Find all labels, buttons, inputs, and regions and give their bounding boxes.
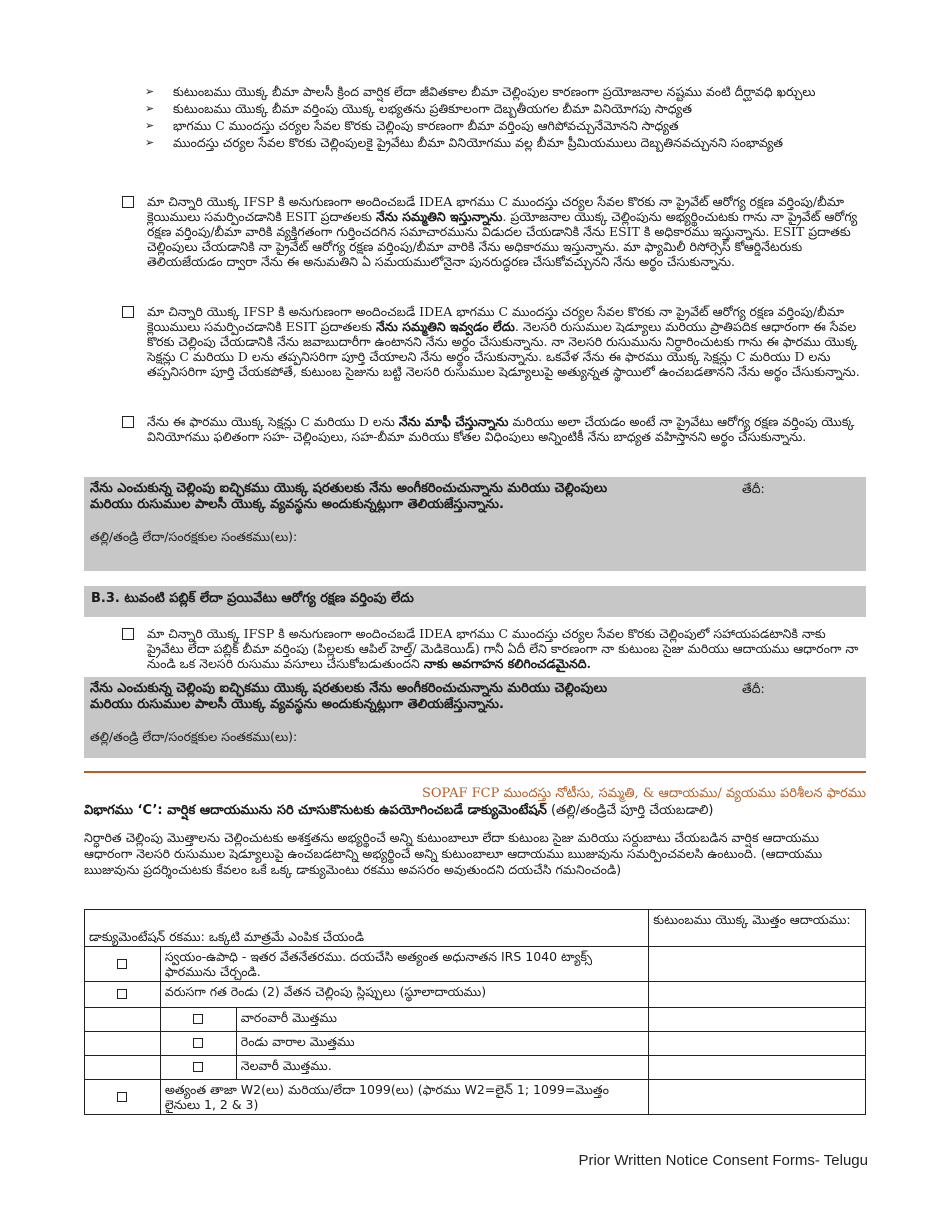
- biweekly-checkbox[interactable]: [193, 1038, 203, 1048]
- income-input-cell[interactable]: [649, 1008, 866, 1032]
- self-employed-label: స్వయం-ఉపాధి - ఇతర వేతనేతరము. దయచేసి అత్యంత అధునాతన IRS 1040 ట్యాక్స్ ఫారమును చేర్చండి.: [160, 947, 648, 982]
- table-row: [85, 1056, 866, 1080]
- arrow-bullet-icon: ➢: [145, 102, 155, 115]
- biweekly-label: రెండు వారాల మొత్తము: [236, 1032, 648, 1056]
- self-employed-checkbox[interactable]: [117, 959, 127, 969]
- cost-risk-list: [145, 84, 860, 152]
- intro-text: నిర్ధారిత చెల్లింపు మొత్తాలను చెల్లించుటకు అశక్తతను అభ్యర్థించే అన్ని కుటుంబాలూ లేదా కుటుంబ సైజు మరియు సర్దుబాటు చేయబడిన వార్షిక ఆదాయము ఆధారంగా నెలసరి రుసుముల షెడ్యూలుపై ఉంచబడటాన్ని అభ్యర్థించే అన్ని కుటుంబాలూ ఆదాయము ఋజువును సమర్పించవలసి ఉంటుంది. (ఆదాయము ఋజువును ప్రదర్శించుటకు కేవలం ఒకే ఒక్క డాక్యుమెంటు రకము అవసరం అవుతుందని దయచేసి గమనించండి): [84, 830, 823, 877]
- consent-option-give: మా చిన్నారి యొక్క IFSP కి అనుగుణంగా అందించబడే IDEA భాగము C ముందస్తు చర్యల సేవల కొరకు నా ప్రైవేట్ ఆరోగ్య రక్షణ వర్తింపు/బీమా క్లెయిములు సమర్పించడానికి ESIT ప్రదాతలకు నేను సమ్మతిని ఇస్తున్నాను. ప్రయోజనాల యొక్క చెల్లింపును అభ్యర్థించుటకు గాను నా ప్రైవేట్ ఆరోగ్య రక్షణ వర్తింపు/బీమా వారికి వ్యక్తిగతంగా గుర్తించదగిన సమాచారమును విడుదల చేయడానికి నేను ESIT కి అధికారము ఇస్తున్నాను. ESIT ప్రదాతకు చెల్లింపులు చేయడానికి నా ప్రైవేట్ ఆరోగ్య రక్షణ వర్తింపు/బీమా వారికి నేను అధికారము ఇస్తున్నాను. మా ఫ్యామిలీ రిసోర్సెస్ కోఆర్డినేటరుకు తెలియజేయడం ద్వారా నేను ఈ అనుమతిని ఏ సమయములోనైనా పునరుద్ధరణ చేసుకోవచ్చునని నేను అర్థం చేసుకున్నాను.: [122, 194, 862, 269]
- date-label[interactable]: తేదీ:: [742, 681, 765, 696]
- header-total-income: కుటుంబము యొక్క మొత్తం ఆదాయము:: [649, 910, 866, 947]
- w2-label: అత్యంత తాజా W2(లు) మరియు/లేదా 1099(లు) (ఫారము W2=లైన్ 1; 1099=మొత్తం లైనులు 1, 2 & 3): [160, 1080, 648, 1115]
- consent-option-waive: నేను ఈ ఫారము యొక్క సెక్షన్లు C మరియు D లను నేను మాఫీ చేస్తున్నాను మరియు అలా చేయడం అంటే నా ప్రైవేటు ఆరోగ్య రక్షణ వర్తింపు యొక్క వినియోగము ఫలితంగా సహ- చెల్లింపులు, సహ-బీమా మరియు కోతల విధింపులు అన్నింటికీ నేను బాధ్యత వహిస్తానని అర్థం చేసుకున్నాను.: [122, 414, 862, 444]
- table-header-row: [85, 910, 866, 947]
- part-c-heading: విభాగము ‘C’: వార్షిక ఆదాయమును సరి చూసుకొనుటకు ఉపయోగించబడే డాక్యుమెంటేషన్ (తల్లి/తండ్రిచే పూర్తి చేయబడాలి): [84, 803, 714, 818]
- consent-waive-checkbox[interactable]: [122, 416, 134, 428]
- consent-give-checkbox[interactable]: [122, 196, 134, 208]
- arrow-bullet-icon: ➢: [145, 136, 155, 149]
- income-input-cell[interactable]: [649, 1032, 866, 1056]
- signature-block-2: [84, 677, 866, 758]
- acknowledgement-text: నేను ఎంచుకున్న చెల్లింపు ఐచ్ఛికము యొక్క షరతులకు నేను అంగీకరించుచున్నాను మరియు చెల్లింపులు మరియు రుసుముల పాలసీ యొక్క వ్యవస్థను అందుకున్నట్లుగా తెలియజేస్తున్నాను.: [90, 681, 608, 712]
- signature-block-1: [84, 477, 866, 571]
- acknowledgement-text: నేను ఎంచుకున్న చెల్లింపు ఐచ్ఛికము యొక్క షరతులకు నేను అంగీకరించుచున్నాను మరియు చెల్లింపులు మరియు రుసుముల పాలసీ యొక్క వ్యవస్థను అందుకున్నట్లుగా తెలియజేస్తున్నాను.: [90, 481, 608, 512]
- form-title: SOPAF FCP ముందస్తు నోటీసు, సమ్మతి, & ఆదాయము/ వ్యయము పరిశీలన ఫారము: [421, 786, 866, 801]
- income-input-cell[interactable]: [649, 1056, 866, 1080]
- header-doc-type: డాక్యుమెంటేషన్ రకము: ఒక్కటి మాత్రమే ఎంపిక చేయండి: [85, 910, 649, 947]
- arrow-bullet-icon: ➢: [145, 119, 155, 132]
- income-input-cell[interactable]: [649, 982, 866, 1008]
- list-item: ➢ కుటుంబము యొక్క బీమా వర్తింపు యొక్క లభ్యతను ప్రతికూలంగా దెబ్బతీయగల బీమా వినియోగపు సాధ్యత: [145, 101, 692, 116]
- table-row: [85, 1080, 866, 1115]
- arrow-bullet-icon: ➢: [145, 85, 155, 98]
- documentation-table: [84, 909, 866, 1115]
- w2-checkbox[interactable]: [117, 1092, 127, 1102]
- list-item: ➢ భాగము C ముందస్తు చర్యల సేవల కొరకు చెల్లింపు కారణంగా బీమా వర్తింపు ఆగిపోవచ్చునేమోనని సాధ్యత: [145, 118, 679, 133]
- section-divider: [84, 771, 866, 773]
- weekly-checkbox[interactable]: [193, 1014, 203, 1024]
- monthly-label: నెలవారీ మొత్తము.: [236, 1056, 648, 1080]
- signature-label[interactable]: తల్లి/తండ్రి లేదా/సంరక్షకుల సంతకము(లు):: [90, 729, 298, 744]
- no-coverage-option: మా చిన్నారి యొక్క IFSP కి అనుగుణంగా అందించబడే IDEA భాగము C ముందస్తు చర్యల సేవల కొరకు చెల్లింపులో సహాయపడటానికి నాకు ప్రైవేటు లేదా పబ్లిక్ బీమా వర్తింపు (పిల్లలకు ఆపిల్ హెల్త్/ మెడికెయిడ్) గానీ ఏదీ లేని కారణంగా నా కుటుంబ సైజు మరియు ఆదాయము ఆధారంగా నా నుండి ఒక నెలసరి రుసుము వసూలు చేసుకోబడుతుందని నాకు అవగాహన కలిగించడమైనది.: [122, 626, 862, 671]
- page-footer: Prior Written Notice Consent Forms- Telugu: [578, 1152, 868, 1169]
- signature-label[interactable]: తల్లి/తండ్రి లేదా/సంరక్షకుల సంతకము(లు):: [90, 529, 298, 544]
- consent-option-decline: మా చిన్నారి యొక్క IFSP కి అనుగుణంగా అందించబడే IDEA భాగము C ముందస్తు చర్యల సేవల కొరకు నా ప్రైవేట్ ఆరోగ్య రక్షణ వర్తింపు/బీమా క్లెయిములు సమర్పించడానికి ESIT ప్రదాతలకు నేను సమ్మతిని ఇవ్వడం లేదు. నెలసరి రుసుముల షెడ్యూలు మరియు ప్రాతిపదిక ఆధారంగా ఈ సేవల కొరకు చెల్లింపు చేయడానికి నేను జవాబుదారీగా ఉంటానని నేను అర్థం చేసుకున్నాను. నా నెలసరి రుసుమును నిర్ధారించుటకు గాను ఈ ఫారము యొక్క సెక్షన్లు C మరియు D లను తప్పనిసరిగా పూర్తి చేయాలని నేను అర్థం చేసుకున్నాను. ఒకవేళ నేను ఈ ఫారము యొక్క సెక్షన్లు C మరియు D లను తప్పనిసరిగా పూర్తి చేయకపోతే, కుటుంబ సైజును బట్టి నెలసరి రుసుముల షెడ్యూలుపై అత్యున్నత స్థాయిలో ఉంచబడతానని నేను అర్థం చేసుకున్నాను.: [122, 304, 862, 379]
- list-item: ➢ కుటుంబము యొక్క బీమా పాలసీ క్రింద వార్షిక లేదా జీవితకాల బీమా చెల్లింపుల కారణంగా ప్రయోజనాల నష్టము వంటి దీర్ఘావధి ఖర్చులు: [145, 84, 816, 99]
- no-coverage-checkbox[interactable]: [122, 628, 134, 640]
- pay-stubs-checkbox[interactable]: [117, 989, 127, 999]
- income-input-cell[interactable]: [649, 1080, 866, 1115]
- table-row: [85, 1032, 866, 1056]
- list-item: ➢ ముందస్తు చర్యల సేవల కొరకు చెల్లింపులకై ప్రైవేటు బీమా వినియోగము వల్ల బీమా ప్రీమియములు దెబ్బతినవచ్చునని సంభావ్యత: [145, 135, 784, 150]
- consent-decline-checkbox[interactable]: [122, 306, 134, 318]
- section-b3-header: B.3. టువంటి పబ్లిక్ లేదా ప్రయివేటు ఆరోగ్య రక్షణ వర్తింపు లేదు: [84, 586, 866, 617]
- table-row: [85, 982, 866, 1008]
- date-label[interactable]: తేదీ:: [742, 481, 765, 496]
- pay-stubs-label: వరుసగా గత రెండు (2) వేతన చెల్లింపు స్లిప్పులు (స్థూలాదాయము): [160, 982, 648, 1008]
- table-row: [85, 947, 866, 982]
- monthly-checkbox[interactable]: [193, 1062, 203, 1072]
- income-input-cell[interactable]: [649, 947, 866, 982]
- weekly-label: వారంవారీ మొత్తము: [236, 1008, 648, 1032]
- table-row: [85, 1008, 866, 1032]
